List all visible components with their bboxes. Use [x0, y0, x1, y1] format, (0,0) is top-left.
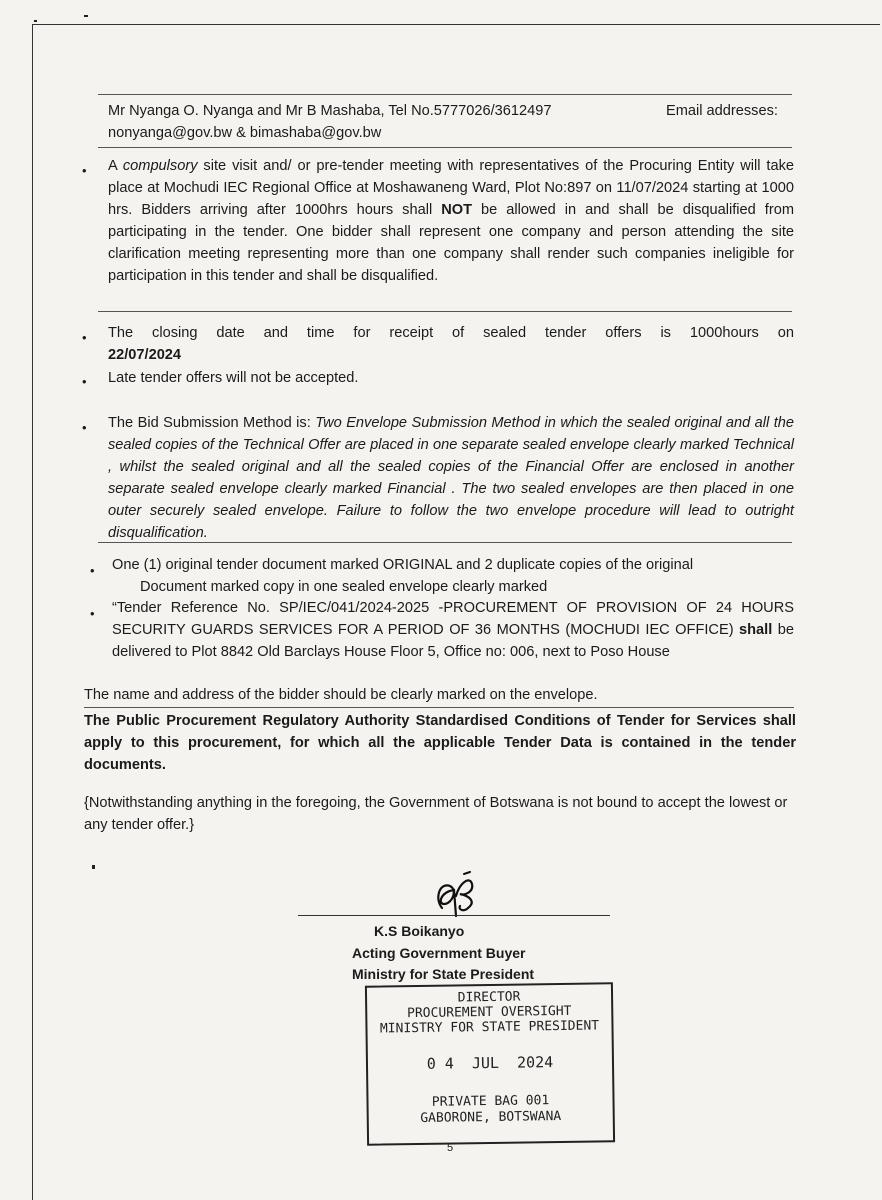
- duplicate-document-text: Document marked copy in one sealed envelope clearly marked: [140, 579, 548, 595]
- original-document-text: One (1) original tender document marked ORIGINAL and 2 duplicate copies of the original: [112, 557, 694, 573]
- email-label: Email addresses:: [666, 103, 778, 119]
- closing-date-text: The closing date and time for receipt of sealed tender offers is 1000hours on: [108, 325, 794, 341]
- rule-line: [98, 147, 792, 148]
- page-border-left: [32, 24, 33, 1200]
- rule-line: [98, 311, 792, 312]
- contact-emails: nonyanga@gov.bw & bimashaba@gov.bw: [108, 125, 382, 141]
- page-border-top: [32, 24, 880, 25]
- contact-names: Mr Nyanga O. Nyanga and Mr B Mashaba, Tel No.5777026/3612497: [108, 103, 552, 119]
- page-number: 5: [447, 1142, 454, 1154]
- bullet: •: [82, 330, 87, 345]
- site-visit-paragraph: A compulsory site visit and/ or pre-tender meeting with representatives of the Procuring Entity will take place at Mochudi IEC Regional Office at Moshawaneng Ward, Plot No:897 on 11/07/2024 starting at 1000 hrs. Bidders arriving after 1000hrs hours shall NOT be allowed in and shall be disqualified from participating in the tender. One bidder shall represent one company and person attending the site clarification meeting representing more than one company shall render such companies ineligible for participation in this tender and shall be disqualified.: [108, 158, 795, 284]
- stamp-line: GABORONE, BOTSWANA: [420, 1109, 562, 1126]
- bullet: •: [90, 606, 95, 621]
- bullet: •: [82, 374, 87, 389]
- rule-line: [84, 707, 794, 708]
- stamp-date: 0 4 JUL 2024: [426, 1053, 554, 1073]
- bullet: •: [82, 163, 87, 178]
- signatory-ministry: Ministry for State President: [352, 966, 535, 982]
- name-address-note: The name and address of the bidder should be clearly marked on the envelope.: [84, 687, 598, 703]
- notwithstanding-clause: {Notwithstanding anything in the foregoing, the Government of Botswana is not bound to accept the lowest or any tender offer.}: [84, 795, 788, 833]
- bullet: •: [82, 420, 87, 435]
- stamp-line: PROCUREMENT OVERSIGHT: [406, 1003, 572, 1022]
- scan-speck: [92, 865, 95, 869]
- signatory-name: K.S Boikanyo: [374, 923, 465, 939]
- signature-line: [298, 915, 610, 916]
- rule-line: [98, 94, 792, 95]
- scan-speck: [84, 15, 88, 17]
- stamp-line: MINISTRY FOR STATE PRESIDENT: [379, 1018, 600, 1037]
- stamp-line: DIRECTOR: [457, 989, 521, 1006]
- signatory-title: Acting Government Buyer: [352, 945, 526, 961]
- stamp-line: PRIVATE BAG 001: [431, 1093, 550, 1110]
- signature-mark: [430, 868, 486, 920]
- submission-method-paragraph: The Bid Submission Method is: Two Envelope Submission Method in which the sealed original and all the sealed copies of the Technical Offer are placed in one separate sealed envelope clearly marked Technical , whilst the sealed original and all the sealed copies of the Financial Offer are enclosed in another separate sealed envelope clearly marked Financial . The two sealed envelopes are then placed in one outer securely sealed envelope. Failure to follow the two envelope procedure will lead to outright disqualification.: [108, 415, 795, 541]
- late-offers-text: Late tender offers will not be accepted.: [108, 370, 359, 386]
- official-stamp: [365, 982, 615, 1145]
- tender-reference-paragraph: “Tender Reference No. SP/IEC/041/2024-2025 -PROCUREMENT OF PROVISION OF 24 HOURS SECURITY GUARDS SERVICES FOR A PERIOD OF 36 MONTHS (MOCHUDI IEC OFFICE) shall be delivered to Plot 8842 Old Barclays House Floor 5, Office no: 006, next to Poso House: [112, 600, 794, 660]
- rule-line: [98, 542, 792, 543]
- bullet: •: [90, 563, 95, 578]
- ppra-conditions: The Public Procurement Regulatory Authority Standardised Conditions of Tender for Services shall apply to this procurement, for which all the applicable Tender Data is contained in the tender documents.: [84, 713, 796, 773]
- closing-date: 22/07/2024: [108, 347, 182, 363]
- scan-speck: [34, 20, 37, 22]
